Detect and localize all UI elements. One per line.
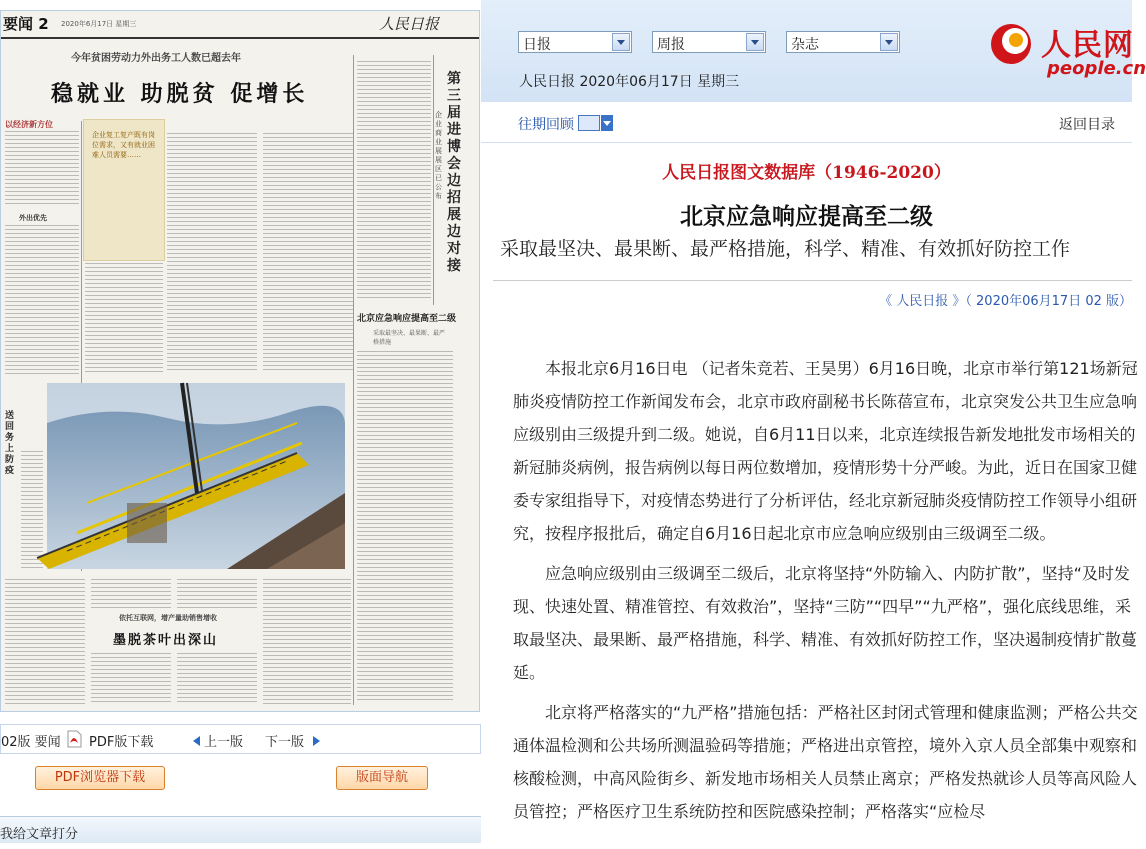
next-arrow-icon[interactable] xyxy=(313,736,320,746)
paragraph: 本报北京6月16日电 （记者朱竞若、王昊男）6月16日晚，北京市举行第121场新冠肺炎疫情防控工作新闻发布会，北京市政府副秘书长陈蓓宣布，北京突发公共卫生应急响应级别由三级提升到二级。她说，自6月11日以来，北京连续报告新发地批发市场相关的新冠肺炎病例，报告病例以每日两位数增加，疫情形势十分严峻。为此，近日在国家卫健委专家组指导下，对疫情态势进行了分析评估，经北京新冠肺炎疫情防控工作领导小组研究，按程序报批后，确定自6月16日起北京市应急响应级别由三级调至二级。 xyxy=(513,359,1138,543)
paragraph: 北京将严格落实的“九严格”措施包括：严格社区封闭式管理和健康监测；严格公共交通体温检测和公共场所测温验码等措施；严格进出京管控，境外入京人员全部集中观察和核酸检测，中高风险街乡、新发地市场相关人员禁止离京；严格发热就诊人员等高风险人员管控；严格医疗卫生系统防控和医院感染控制；严格落实“应检尽 xyxy=(513,703,1138,821)
page-navigation-button[interactable]: 版面导航 xyxy=(336,766,428,790)
text-column xyxy=(5,579,85,705)
weekly-select-value: 周报 xyxy=(657,37,685,53)
people-logo-icon[interactable] xyxy=(989,22,1033,66)
lead-headline[interactable]: 稳就业 助脱贫 促增长 xyxy=(51,81,309,107)
article-title: 北京应急响应提高至二级 xyxy=(680,204,933,230)
divider xyxy=(493,280,1132,281)
quote-box: 企业复工复产既有岗位需求，又有就业困难人员需要…… xyxy=(83,119,165,261)
text-column xyxy=(357,61,431,301)
next-page-link[interactable]: 下一版 xyxy=(265,735,305,750)
page-header xyxy=(1,11,479,39)
left-subhead-2: 外出优先 xyxy=(19,214,47,222)
text-column xyxy=(5,131,79,207)
text-column xyxy=(263,133,353,373)
text-column xyxy=(91,653,171,705)
column-rule xyxy=(353,55,354,705)
page-date: 2020年6月17日 星期三 xyxy=(61,20,137,28)
page-label: 02版 要闻 xyxy=(1,735,61,750)
nav-bar xyxy=(481,102,1132,143)
lead-kicker: 今年贫困劳动力外出务工人数已超去年 xyxy=(71,53,241,64)
magazine-select[interactable] xyxy=(786,31,900,53)
text-column xyxy=(177,653,257,705)
article-body xyxy=(513,352,1143,835)
pdf-browser-download-button[interactable]: PDF浏览器下载 xyxy=(35,766,165,790)
past-issues-link[interactable]: 往期回顾 xyxy=(518,117,574,133)
weekly-select[interactable] xyxy=(652,31,766,53)
pdf-download-link[interactable]: PDF版下载 xyxy=(89,735,154,750)
issue-date: 人民日报 2020年06月17日 星期三 xyxy=(519,74,740,90)
crane-photo[interactable] xyxy=(47,383,345,569)
bottom-article-headline[interactable]: 墨脱茶叶出深山 xyxy=(113,633,219,648)
text-column xyxy=(263,579,351,705)
rate-article-label: 我给文章打分 xyxy=(0,827,79,842)
daily-select-value: 日报 xyxy=(523,37,551,53)
article-panel xyxy=(481,0,1146,849)
text-column xyxy=(85,263,163,375)
logo-domain[interactable]: people.cn xyxy=(1047,58,1146,79)
side-vertical-headline[interactable]: 第三届进博会边招展边对接 xyxy=(447,71,461,274)
newspaper-panel xyxy=(0,0,481,849)
inner-article-subtitle: 采取最坚决、最果断、最严格措施 xyxy=(373,330,446,346)
paragraph: 应急响应级别由三级调至二级后，北京将坚持“外防输入、内防扩散”，坚持“及时发现、快速处置、精准管控、有效救治”，坚持“三防”“四早”“九严格”，强化底线思维，采取最坚决、最果断、最严格措施，科学、精准、有效抓好防控工作，坚决遏制疫情扩散蔓延。 xyxy=(513,564,1138,682)
calendar-dropdown-icon[interactable] xyxy=(601,115,613,131)
magazine-select-value: 杂志 xyxy=(791,37,819,53)
article-subtitle: 采取最坚决、最果断、最严格措施，科学、精准、有效抓好防控工作 xyxy=(500,238,1071,260)
bottom-article-kicker: 依托互联网，增产量助销售增收 xyxy=(119,614,217,622)
prev-arrow-icon[interactable] xyxy=(193,736,200,746)
text-column xyxy=(21,451,43,571)
rate-article-bar[interactable] xyxy=(0,816,481,843)
text-column xyxy=(167,133,257,373)
text-column xyxy=(5,225,79,375)
top-bar xyxy=(481,0,1146,102)
prev-page-link[interactable]: 上一版 xyxy=(204,735,244,750)
page-section: 要闻 2 xyxy=(3,15,49,33)
page-toolbar xyxy=(0,724,481,754)
column-rule xyxy=(433,55,434,305)
daily-select[interactable] xyxy=(518,31,632,53)
pdf-icon[interactable] xyxy=(67,731,81,747)
database-title: 人民日报图文数据库（1946-2020） xyxy=(662,163,951,183)
chevron-down-icon[interactable] xyxy=(612,33,630,51)
calendar-icon[interactable] xyxy=(578,115,600,131)
article-source[interactable]: 《 人民日报 》（ 2020年06月17日 02 版） xyxy=(879,294,1132,309)
inner-article-headline[interactable]: 北京应急响应提高至二级 xyxy=(357,314,457,324)
text-column xyxy=(357,351,453,701)
left-subhead: 以经济新方位 xyxy=(5,120,53,129)
side-vertical-subtitle: 企业商业展展区已公布 xyxy=(435,111,442,200)
logo-text[interactable]: 人民网 xyxy=(1041,28,1134,63)
text-column xyxy=(177,579,257,609)
masthead: 人民日报 xyxy=(378,15,439,33)
back-to-index-link[interactable]: 返回目录 xyxy=(1059,117,1115,133)
text-column xyxy=(91,579,171,609)
chevron-down-icon[interactable] xyxy=(880,33,898,51)
photo-caption-vertical: 送回务上防疫 xyxy=(5,411,15,476)
chevron-down-icon[interactable] xyxy=(746,33,764,51)
newspaper-page-image[interactable] xyxy=(0,10,480,712)
